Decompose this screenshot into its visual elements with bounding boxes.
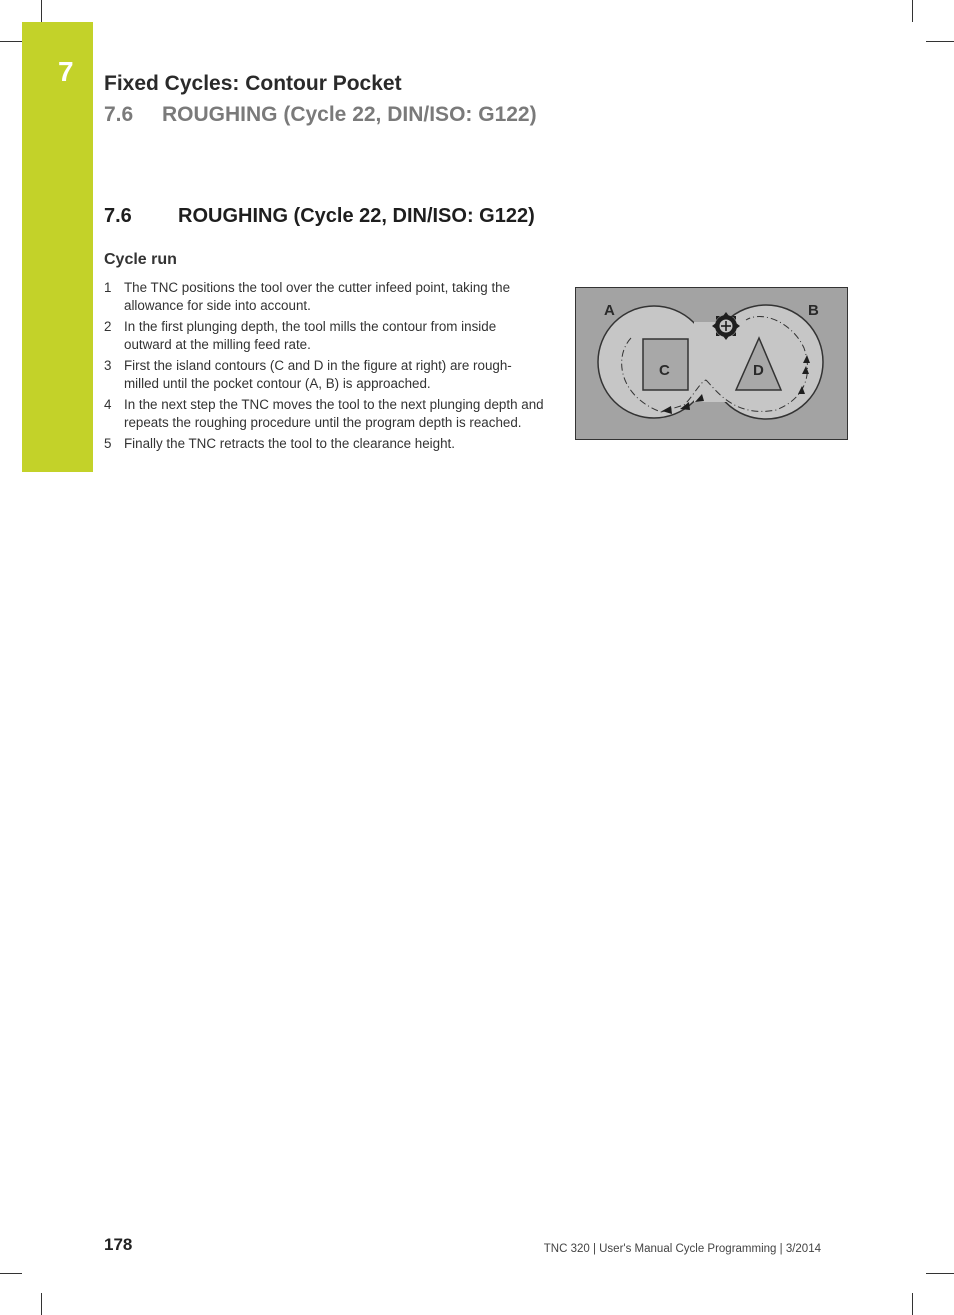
label-c: C xyxy=(659,362,670,379)
label-d: D xyxy=(753,362,764,379)
label-a: A xyxy=(604,302,615,319)
step-text: In the next step the TNC moves the tool to the next plunging depth and repeats the roughing procedure until the program depth is reached. xyxy=(124,397,544,430)
page-number: 178 xyxy=(104,1235,133,1254)
crop-mark xyxy=(926,1273,954,1274)
roughing-diagram xyxy=(576,288,847,439)
step-text: First the island contours (C and D in the figure at right) are rough-milled until the pocket contour (A, B) is approached. xyxy=(124,358,512,391)
step-number: 1 xyxy=(104,280,112,295)
chapter-number: 7 xyxy=(58,56,74,87)
list-item xyxy=(104,279,544,314)
step-text: Finally the TNC retracts the tool to the clearance height. xyxy=(124,436,455,451)
step-number: 5 xyxy=(104,436,112,451)
section-number: 7.6 xyxy=(104,205,132,227)
subheading-cycle-run: Cycle run xyxy=(104,251,177,268)
running-header-section-number: 7.6 xyxy=(104,103,134,126)
step-number: 4 xyxy=(104,397,112,412)
crop-mark xyxy=(0,41,22,42)
steps-list xyxy=(104,279,544,457)
crop-mark xyxy=(41,1293,42,1315)
chapter-tab xyxy=(22,22,93,472)
list-item xyxy=(104,357,544,392)
label-b: B xyxy=(808,302,819,319)
step-text: In the first plunging depth, the tool mills the contour from inside outward at the milling feed rate. xyxy=(124,319,497,352)
footer-text: TNC 320 | User's Manual Cycle Programming | 3/2014 xyxy=(543,1243,821,1255)
step-number: 2 xyxy=(104,319,112,334)
crop-mark xyxy=(41,0,42,22)
list-item xyxy=(104,435,544,453)
roughing-figure xyxy=(575,287,848,440)
crop-mark xyxy=(0,1273,22,1274)
list-item xyxy=(104,396,544,431)
crop-mark xyxy=(926,41,954,42)
list-item xyxy=(104,318,544,353)
step-text: The TNC positions the tool over the cutter infeed point, taking the allowance for side into account. xyxy=(124,280,511,313)
milling-cutter-icon xyxy=(712,312,740,340)
crop-mark xyxy=(912,0,913,22)
section-heading xyxy=(104,205,535,228)
crop-mark xyxy=(912,1293,913,1315)
pocket-contour xyxy=(598,305,823,419)
section-title: ROUGHING (Cycle 22, DIN/ISO: G122) xyxy=(178,205,535,227)
running-header-title: Fixed Cycles: Contour Pocket xyxy=(104,72,402,95)
step-number: 3 xyxy=(104,358,112,373)
running-header-section xyxy=(104,103,537,127)
running-header-section-title: ROUGHING (Cycle 22, DIN/ISO: G122) xyxy=(162,103,537,126)
